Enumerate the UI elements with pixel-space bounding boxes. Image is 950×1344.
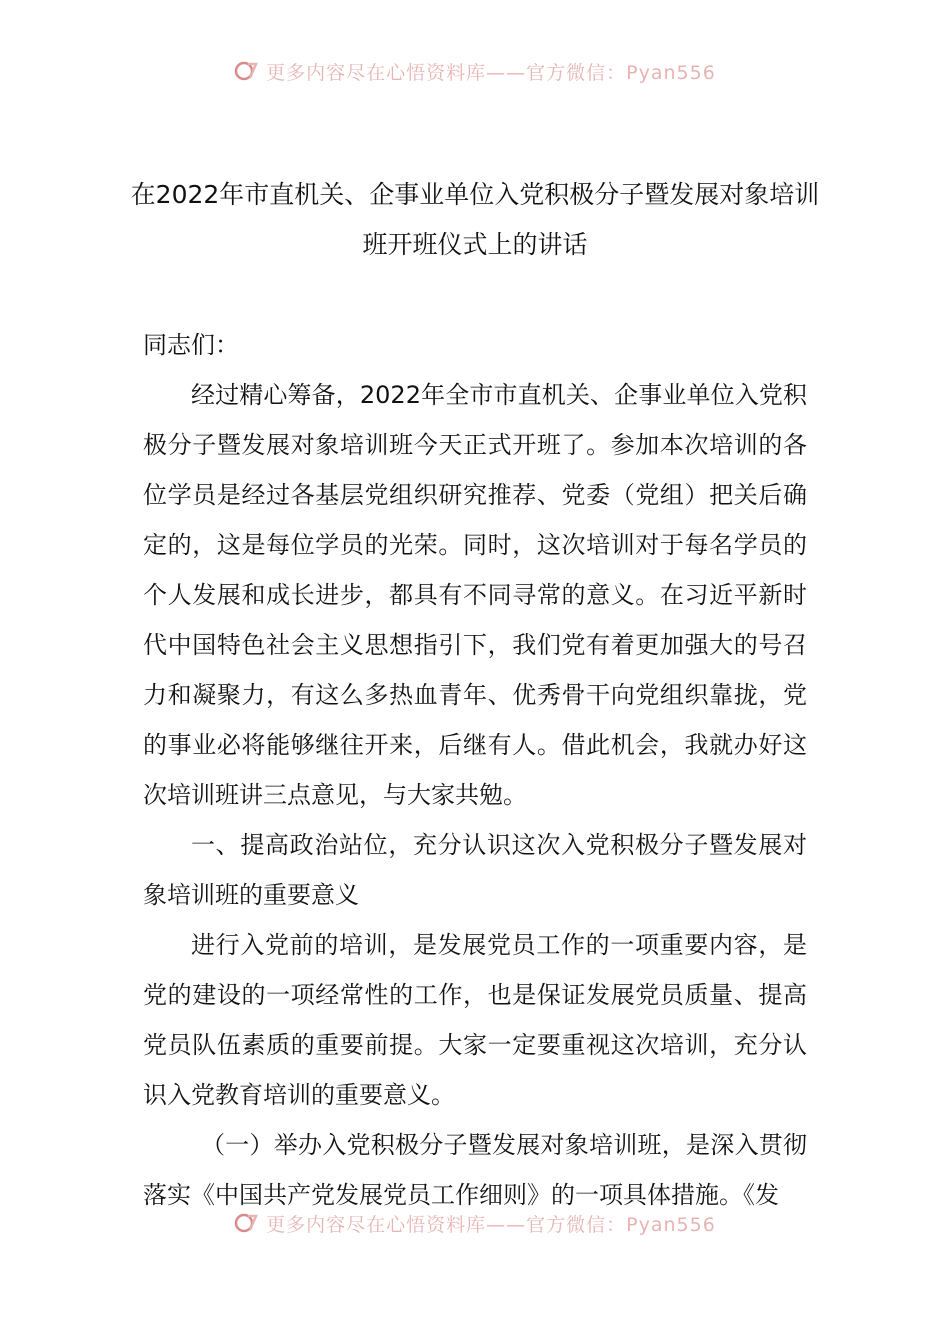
watermark-header	[0, 56, 950, 86]
watermark-header-text: 更多内容尽在心悟资料库——官方微信：Pyan556	[266, 61, 716, 84]
watermark-footer	[0, 1208, 950, 1238]
document-body	[143, 320, 807, 1220]
paragraph-section-1: 进行入党前的培训，是发展党员工作的一项重要内容，是党的建设的一项经常性的工作，也是保证发展党员质量、提高党员队伍素质的重要前提。大家一定要重视这次培训，充分认识入党教育培训的重要意义。	[143, 931, 807, 1109]
salutation: 同志们：	[143, 331, 239, 359]
watermark-logo-icon	[234, 58, 260, 84]
subsection-heading-1: （一）举办入党积极分子暨发展对象培训班，是深入贯彻落实《中国共产党发展党员工作细则》的一项具体措施。《发	[143, 1131, 807, 1209]
document-title: 在2022年市直机关、企事业单位入党积极分子暨发展对象培训班开班仪式上的讲话	[130, 180, 820, 259]
watermark-footer-text: 更多内容尽在心悟资料库——官方微信：Pyan556	[266, 1213, 716, 1236]
watermark-logo-icon	[234, 1210, 260, 1236]
section-heading-1: 一、提高政治站位，充分认识这次入党积极分子暨发展对象培训班的重要意义	[143, 831, 807, 909]
paragraph-intro: 经过精心筹备，2022年全市市直机关、企事业单位入党积极分子暨发展对象培训班今天正式开班了。参加本次培训的各位学员是经过各基层党组织研究推荐、党委（党组）把关后确定的，这是每位学员的光荣。同时，这次培训对于每名学员的个人发展和成长进步，都具有不同寻常的意义。在习近平新时代中国特色社会主义思想指引下，我们党有着更加强大的号召力和凝聚力，有这么多热血青年、优秀骨干向党组织靠拢，党的事业必将能够继往开来，后继有人。借此机会，我就办好这次培训班讲三点意见，与大家共勉。	[143, 381, 807, 809]
